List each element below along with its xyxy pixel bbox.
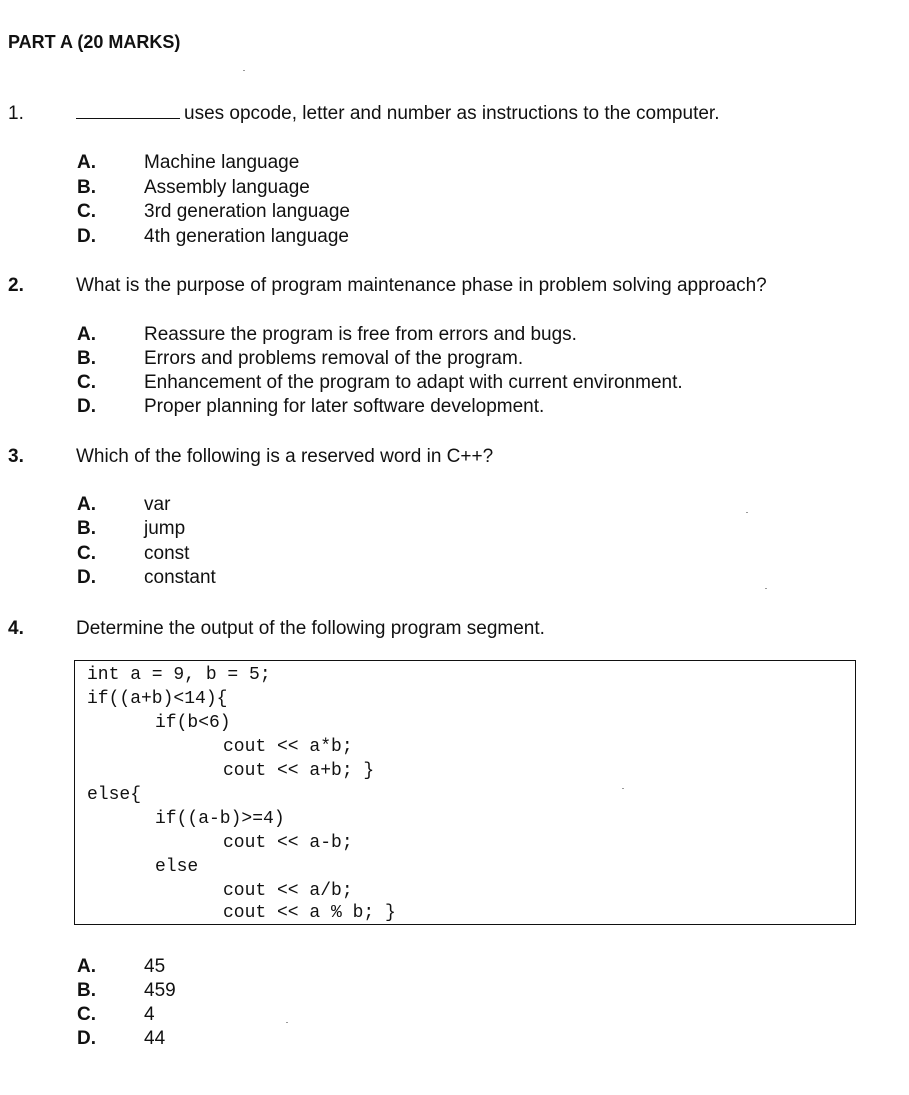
option-letter: A. <box>77 152 96 173</box>
option-text: 4th generation language <box>144 226 349 247</box>
option-text: constant <box>144 567 216 588</box>
code-line: else{ <box>87 785 142 805</box>
option-text: 459 <box>144 980 176 1001</box>
option-text: Proper planning for later software development. <box>144 396 545 417</box>
question-text: What is the purpose of program maintenance phase in problem solving approach? <box>76 275 767 296</box>
option-text: Assembly language <box>144 177 310 198</box>
code-line: int a = 9, b = 5; <box>87 665 271 685</box>
question-text <box>76 103 719 125</box>
code-line: cout << a*b; <box>223 737 353 757</box>
code-line: if((a-b)>=4) <box>155 809 285 829</box>
option-letter: B. <box>77 980 96 1001</box>
option-letter: C. <box>77 372 96 393</box>
answer-blank <box>76 104 180 119</box>
question-number: 3. <box>8 446 24 467</box>
option-letter: A. <box>77 494 96 515</box>
code-line: else <box>155 857 199 877</box>
code-line: if(b<6) <box>155 713 231 733</box>
code-line: cout << a % b; } <box>223 903 396 923</box>
option-letter: D. <box>77 396 96 417</box>
option-text: jump <box>144 518 186 539</box>
option-text: 45 <box>144 956 166 977</box>
option-letter: D. <box>77 1028 96 1049</box>
option-text: Errors and problems removal of the program. <box>144 348 524 369</box>
option-text: 3rd generation language <box>144 201 351 222</box>
code-line: cout << a+b; } <box>223 761 375 781</box>
option-text: var <box>144 494 171 515</box>
question-number: 2. <box>8 275 24 296</box>
question-number: 1. <box>8 103 24 124</box>
option-letter: B. <box>77 518 96 539</box>
option-letter: B. <box>77 177 96 198</box>
option-text: 4 <box>144 1004 155 1025</box>
option-text: const <box>144 543 190 564</box>
option-letter: A. <box>77 956 96 977</box>
section-heading: PART A (20 MARKS) <box>8 32 181 52</box>
scan-speck <box>765 588 767 589</box>
question-text: Determine the output of the following program segment. <box>76 618 545 639</box>
option-letter: D. <box>77 567 96 588</box>
option-text: Reassure the program is free from errors and bugs. <box>144 324 577 345</box>
scan-speck <box>243 70 245 71</box>
option-letter: C. <box>77 1004 96 1025</box>
option-letter: A. <box>77 324 96 345</box>
option-text: 44 <box>144 1028 166 1049</box>
code-block <box>74 660 856 925</box>
scan-speck <box>286 1022 288 1023</box>
option-text: Machine language <box>144 152 300 173</box>
question-stem: uses opcode, letter and number as instructions to the computer. <box>184 103 720 124</box>
option-letter: B. <box>77 348 96 369</box>
scan-speck <box>622 788 624 789</box>
option-letter: C. <box>77 543 96 564</box>
code-line: cout << a/b; <box>223 881 353 901</box>
option-letter: D. <box>77 226 96 247</box>
code-line: if((a+b)<14){ <box>87 689 228 709</box>
question-text: Which of the following is a reserved word in C++? <box>76 446 494 467</box>
option-text: Enhancement of the program to adapt with current environment. <box>144 372 683 393</box>
code-line: cout << a-b; <box>223 833 353 853</box>
scan-speck <box>746 512 748 513</box>
question-number: 4. <box>8 618 24 639</box>
option-letter: C. <box>77 201 96 222</box>
